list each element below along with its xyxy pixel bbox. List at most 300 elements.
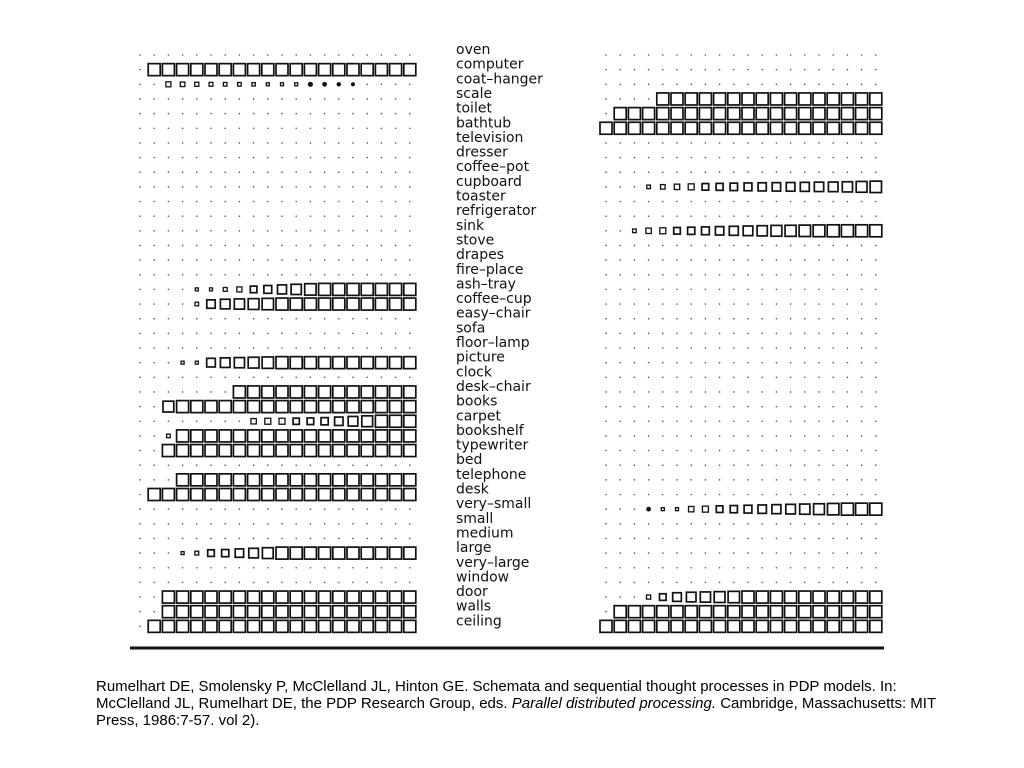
right-dot (847, 245, 849, 247)
left-dot (381, 171, 383, 173)
right-dot (790, 420, 792, 422)
right-unit-square (813, 108, 825, 120)
left-dot (281, 508, 283, 510)
left-unit-square (291, 284, 301, 294)
row-label: clock (456, 364, 492, 381)
left-dot (409, 201, 411, 203)
left-dot (267, 567, 269, 569)
left-dot (210, 230, 212, 232)
left-dot (324, 377, 326, 379)
left-dot (395, 157, 397, 159)
right-dot (634, 420, 636, 422)
right-dot (761, 420, 763, 422)
left-unit-small (351, 82, 355, 86)
left-unit-square (295, 83, 298, 86)
right-dot (705, 318, 707, 320)
row-label: picture (456, 349, 505, 366)
right-dot (676, 523, 678, 525)
right-dot (619, 230, 621, 232)
row-label: desk–chair (456, 378, 531, 395)
right-dot (605, 157, 607, 159)
right-dot (818, 523, 820, 525)
left-dot (324, 186, 326, 188)
right-dot (832, 318, 834, 320)
right-unit-square (657, 122, 669, 134)
left-unit-square (248, 620, 260, 632)
right-dot (662, 245, 664, 247)
right-dot (690, 201, 692, 203)
left-dot (409, 54, 411, 56)
right-dot (676, 464, 678, 466)
right-dot (662, 406, 664, 408)
right-dot (832, 157, 834, 159)
right-dot (804, 362, 806, 364)
left-unit-square (181, 552, 184, 555)
left-dot (338, 113, 340, 115)
left-unit-square (390, 283, 402, 295)
left-dot (153, 157, 155, 159)
left-dot (182, 142, 184, 144)
left-dot (409, 347, 411, 349)
left-dot (395, 538, 397, 540)
left-unit-square (290, 298, 302, 310)
left-dot (381, 230, 383, 232)
left-dot (168, 245, 170, 247)
left-dot (295, 333, 297, 335)
right-dot (847, 289, 849, 291)
left-dot (253, 582, 255, 584)
right-unit-square (841, 122, 853, 134)
left-dot (210, 523, 212, 525)
left-dot (395, 377, 397, 379)
left-unit-square (205, 489, 217, 501)
left-dot (381, 582, 383, 584)
left-dot (352, 347, 354, 349)
left-dot (196, 538, 198, 540)
left-unit-square (390, 64, 402, 76)
left-dot (338, 201, 340, 203)
right-dot (705, 289, 707, 291)
right-dot (690, 567, 692, 569)
left-unit-square (404, 357, 416, 369)
left-dot (295, 171, 297, 173)
left-unit-square (233, 64, 245, 76)
left-dot (281, 201, 283, 203)
left-dot (338, 98, 340, 100)
left-dot (168, 391, 170, 393)
left-dot (153, 84, 155, 86)
right-unit-square (674, 184, 679, 189)
left-dot (366, 215, 368, 217)
right-unit-square (799, 591, 811, 603)
left-dot (267, 464, 269, 466)
right-unit-square (714, 93, 726, 105)
left-dot (324, 245, 326, 247)
left-dot (224, 377, 226, 379)
left-activation-matrix (139, 54, 416, 632)
right-dot (634, 54, 636, 56)
left-dot (139, 596, 141, 598)
left-unit-square (333, 386, 345, 398)
left-dot (352, 567, 354, 569)
right-dot (847, 333, 849, 335)
left-dot (182, 377, 184, 379)
right-dot (847, 84, 849, 86)
row-label: coffee–pot (456, 159, 530, 176)
left-dot (182, 201, 184, 203)
left-unit-square (177, 591, 189, 603)
left-dot (182, 582, 184, 584)
right-dot (619, 289, 621, 291)
left-dot (395, 567, 397, 569)
left-dot (153, 98, 155, 100)
left-unit-square (276, 298, 288, 310)
left-dot (310, 157, 312, 159)
right-unit-square (661, 185, 666, 190)
right-dot (619, 274, 621, 276)
right-dot (705, 259, 707, 261)
right-dot (832, 435, 834, 437)
right-dot (719, 464, 721, 466)
row-label: window (456, 569, 510, 586)
right-unit-square (657, 620, 669, 632)
right-dot (634, 201, 636, 203)
right-unit-square (841, 93, 853, 105)
right-dot (619, 420, 621, 422)
right-unit-square (827, 93, 839, 105)
left-unit-square (390, 386, 402, 398)
left-dot (295, 377, 297, 379)
right-dot (648, 347, 650, 349)
right-dot (619, 391, 621, 393)
left-unit-square (375, 64, 387, 76)
left-dot (324, 347, 326, 349)
left-unit-square (404, 64, 416, 76)
right-dot (875, 582, 877, 584)
right-unit-square (702, 184, 709, 191)
right-dot (648, 567, 650, 569)
row-label: very–small (456, 496, 532, 513)
right-dot (761, 567, 763, 569)
right-dot (719, 420, 721, 422)
left-dot (139, 157, 141, 159)
left-unit-square (208, 550, 215, 557)
right-dot (875, 171, 877, 173)
left-dot (210, 54, 212, 56)
left-unit-square (319, 474, 331, 486)
right-dot (861, 259, 863, 261)
left-dot (281, 538, 283, 540)
left-unit-square (191, 606, 203, 618)
left-unit-square (319, 591, 331, 603)
right-dot (747, 479, 749, 481)
left-dot (239, 171, 241, 173)
right-dot (648, 69, 650, 71)
right-dot (747, 303, 749, 305)
left-dot (139, 289, 141, 291)
right-dot (733, 303, 735, 305)
left-unit-square (219, 591, 231, 603)
left-dot (139, 127, 141, 129)
right-dot (747, 157, 749, 159)
left-dot (281, 259, 283, 261)
right-dot (719, 215, 721, 217)
right-unit-square (657, 93, 669, 105)
left-dot (352, 538, 354, 540)
left-dot (352, 98, 354, 100)
left-unit-square (290, 357, 302, 369)
left-unit-square (290, 401, 302, 413)
left-unit-square (347, 401, 359, 413)
left-dot (253, 157, 255, 159)
right-dot (690, 552, 692, 554)
right-dot (747, 333, 749, 335)
left-dot (153, 552, 155, 554)
right-dot (619, 84, 621, 86)
right-dot (747, 245, 749, 247)
right-dot (705, 171, 707, 173)
right-dot (619, 582, 621, 584)
left-dot (324, 157, 326, 159)
right-dot (690, 333, 692, 335)
left-dot (366, 274, 368, 276)
right-unit-square (799, 225, 810, 236)
right-dot (648, 215, 650, 217)
right-dot (776, 259, 778, 261)
right-dot (705, 69, 707, 71)
right-unit-square (856, 620, 868, 632)
left-dot (366, 230, 368, 232)
left-dot (253, 508, 255, 510)
left-dot (139, 69, 141, 71)
right-dot (690, 450, 692, 452)
left-unit-square (290, 430, 302, 442)
right-dot (818, 201, 820, 203)
right-dot (605, 362, 607, 364)
left-dot (139, 274, 141, 276)
right-dot (875, 215, 877, 217)
right-dot (719, 479, 721, 481)
row-label: refrigerator (456, 203, 537, 220)
right-dot (676, 347, 678, 349)
right-unit-square (799, 122, 811, 134)
left-unit-square (262, 606, 274, 618)
right-unit-square (799, 606, 811, 618)
right-dot (619, 303, 621, 305)
right-dot (790, 538, 792, 540)
right-unit-square (702, 506, 708, 512)
right-dot (690, 479, 692, 481)
left-dot (338, 157, 340, 159)
left-unit-square (304, 386, 316, 398)
right-dot (761, 171, 763, 173)
right-dot (875, 69, 877, 71)
left-unit-square (290, 489, 302, 501)
left-dot (310, 523, 312, 525)
left-dot (239, 186, 241, 188)
right-dot (776, 538, 778, 540)
right-dot (861, 391, 863, 393)
right-dot (804, 245, 806, 247)
right-dot (776, 157, 778, 159)
left-unit-square (195, 302, 199, 306)
left-dot (182, 523, 184, 525)
left-unit-square (195, 361, 198, 364)
right-dot (619, 347, 621, 349)
left-dot (139, 611, 141, 613)
left-unit-square (404, 474, 416, 486)
left-unit-square (361, 430, 373, 442)
left-dot (324, 333, 326, 335)
right-dot (619, 464, 621, 466)
right-dot (605, 567, 607, 569)
right-dot (875, 362, 877, 364)
left-dot (324, 230, 326, 232)
left-unit-square (375, 298, 387, 310)
left-unit-square (319, 430, 331, 442)
left-dot (409, 157, 411, 159)
right-dot (861, 406, 863, 408)
left-dot (224, 333, 226, 335)
right-dot (690, 142, 692, 144)
right-dot (847, 377, 849, 379)
left-dot (295, 215, 297, 217)
left-unit-square (191, 620, 203, 632)
right-dot (634, 567, 636, 569)
right-unit-square (870, 591, 882, 603)
left-dot (153, 435, 155, 437)
left-unit-square (319, 547, 331, 559)
left-dot (253, 54, 255, 56)
left-dot (153, 215, 155, 217)
left-unit-square (219, 620, 231, 632)
left-dot (239, 54, 241, 56)
left-dot (295, 98, 297, 100)
left-unit-square (390, 620, 402, 632)
left-dot (395, 186, 397, 188)
right-dot (875, 494, 877, 496)
left-dot (267, 230, 269, 232)
right-dot (605, 171, 607, 173)
right-unit-square (799, 93, 811, 105)
right-unit-square (688, 184, 694, 190)
right-dot (676, 333, 678, 335)
right-dot (832, 333, 834, 335)
right-dot (804, 84, 806, 86)
left-dot (366, 377, 368, 379)
right-dot (648, 450, 650, 452)
left-dot (395, 464, 397, 466)
right-dot (818, 582, 820, 584)
left-dot (352, 523, 354, 525)
left-dot (338, 538, 340, 540)
right-unit-square (728, 606, 740, 618)
left-unit-square (205, 401, 217, 413)
right-dot (690, 420, 692, 422)
right-dot (804, 552, 806, 554)
left-dot (310, 186, 312, 188)
right-dot (676, 362, 678, 364)
left-unit-square (333, 620, 345, 632)
left-unit-square (347, 547, 359, 559)
left-unit-square (333, 357, 345, 369)
right-dot (648, 406, 650, 408)
right-dot (705, 450, 707, 452)
left-dot (281, 333, 283, 335)
left-dot (324, 54, 326, 56)
left-unit-square (390, 606, 402, 618)
right-unit-square (699, 620, 711, 632)
left-dot (168, 171, 170, 173)
right-dot (733, 567, 735, 569)
left-unit-square (251, 419, 256, 424)
left-dot (281, 98, 283, 100)
left-dot (352, 127, 354, 129)
right-dot (776, 289, 778, 291)
right-dot (747, 54, 749, 56)
right-dot (634, 464, 636, 466)
left-dot (224, 171, 226, 173)
right-dot (776, 464, 778, 466)
left-unit-square (375, 620, 387, 632)
right-dot (719, 157, 721, 159)
left-dot (366, 54, 368, 56)
right-dot (733, 289, 735, 291)
right-dot (875, 201, 877, 203)
left-dot (324, 215, 326, 217)
right-unit-square (756, 591, 768, 603)
left-dot (295, 186, 297, 188)
right-dot (676, 582, 678, 584)
left-dot (239, 523, 241, 525)
right-unit-square (671, 606, 683, 618)
right-dot (690, 406, 692, 408)
right-dot (605, 552, 607, 554)
right-dot (705, 303, 707, 305)
left-dot (267, 201, 269, 203)
right-dot (761, 494, 763, 496)
right-dot (605, 523, 607, 525)
left-unit-square (347, 283, 359, 295)
right-unit-square (827, 620, 839, 632)
left-dot (253, 567, 255, 569)
right-unit-square (827, 225, 839, 237)
right-dot (733, 69, 735, 71)
right-dot (719, 274, 721, 276)
right-dot (662, 567, 664, 569)
right-dot (847, 303, 849, 305)
left-dot (210, 538, 212, 540)
left-unit-square (361, 298, 373, 310)
right-dot (676, 318, 678, 320)
row-label: drapes (456, 247, 505, 264)
right-dot (861, 435, 863, 437)
right-dot (634, 186, 636, 188)
right-unit-square (742, 93, 754, 105)
left-unit-square (162, 591, 174, 603)
right-unit-square (756, 620, 768, 632)
right-unit-square (674, 228, 681, 235)
left-unit-square (347, 298, 359, 310)
right-dot (761, 303, 763, 305)
right-dot (747, 171, 749, 173)
left-dot (210, 318, 212, 320)
left-unit-square (319, 283, 331, 295)
left-unit-square (279, 418, 285, 424)
right-dot (847, 171, 849, 173)
right-dot (847, 69, 849, 71)
left-dot (168, 362, 170, 364)
